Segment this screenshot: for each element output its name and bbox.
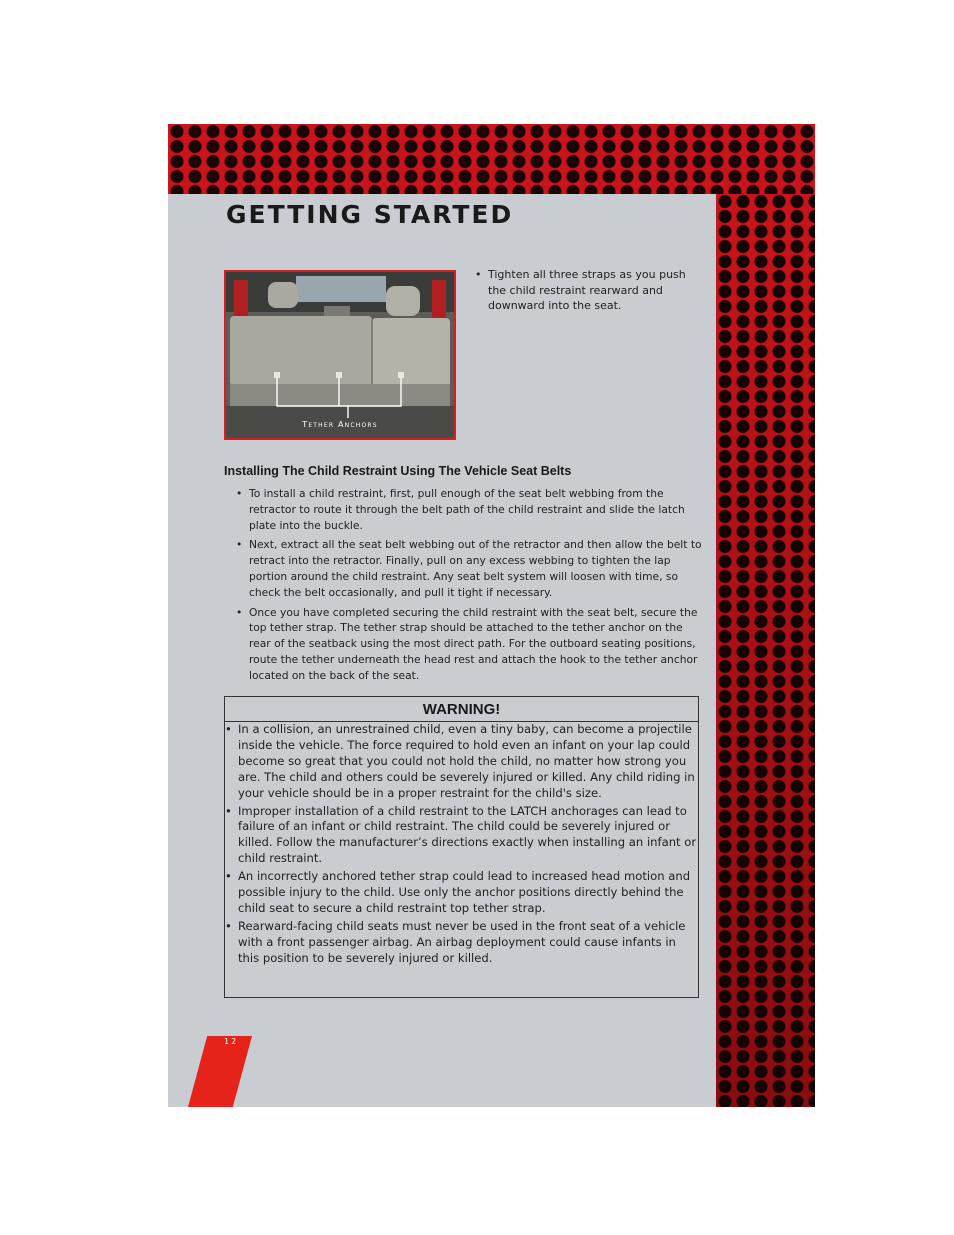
list-item: • In a collision, an unrestrained child, even a tiny baby, can become a projectile inside the vehicle. The force required to hold even an infant on your lap could become so great that you could not hold the child, no matter how strong you are. The child and others could be severely injured or killed. Any child riding in your vehicle should be in a proper restraint for the child's size. (225, 722, 698, 802)
list-item: • Improper installation of a child restraint to the LATCH anchorages can lead to failure of an infant or child restraint. The child could be severely injured or killed. Follow the manufacturer’s directions exactly when installing an infant or child restraint. (225, 804, 698, 868)
page-number-tab (188, 1036, 252, 1107)
cargo-area-illustration (226, 272, 454, 438)
list-item: • An incorrectly anchored tether strap could lead to increased head motion and possible injury to the child. Use only the anchor positions directly behind the child seat to secure a child restraint top tether strap. (225, 869, 698, 917)
list-item: • Once you have completed securing the child restraint with the seat belt, secure the top tether strap. The tether strap should be attached to the tether anchor on the rear of the seatback using the most direct path. For the outboard seating positions, route the tether underneath the head rest and attach the hook to the tether anchor located on the back of the seat. (236, 605, 702, 684)
list-item: • To install a child restraint, first, pull enough of the seat belt webbing from the retractor to route it through the belt path of the child restraint and slide the latch plate into the buckle. (236, 486, 702, 533)
red-mesh-side-band (716, 194, 815, 1107)
instruction-list (236, 486, 702, 688)
manual-page (168, 124, 815, 1107)
photo-caption: Tether Anchors (302, 420, 378, 429)
section-heading: Installing The Child Restraint Using The Vehicle Seat Belts (224, 464, 572, 478)
warning-box (224, 696, 699, 998)
warning-list (225, 722, 698, 967)
page-number: 12 (224, 1037, 239, 1046)
list-item: • Rearward-facing child seats must never be used in the front seat of a vehicle with a front passenger airbag. An airbag deployment could cause infants in this position to be severely injured or killed. (225, 919, 698, 967)
side-bullet-list (475, 267, 703, 314)
warning-title: WARNING! (225, 697, 698, 722)
page-title: GETTING STARTED (226, 200, 514, 229)
tether-anchor-photo (224, 270, 456, 440)
list-item: • Next, extract all the seat belt webbing out of the retractor and then allow the belt to retract into the retractor. Finally, pull on any excess webbing to tighten the lap portion around the child restraint. Any seat belt system will loosen with time, so check the belt occasionally, and pull it tight if necessary. (236, 537, 702, 600)
list-item: • Tighten all three straps as you push the child restraint rearward and downward into the seat. (475, 267, 703, 314)
red-mesh-header (168, 124, 815, 194)
